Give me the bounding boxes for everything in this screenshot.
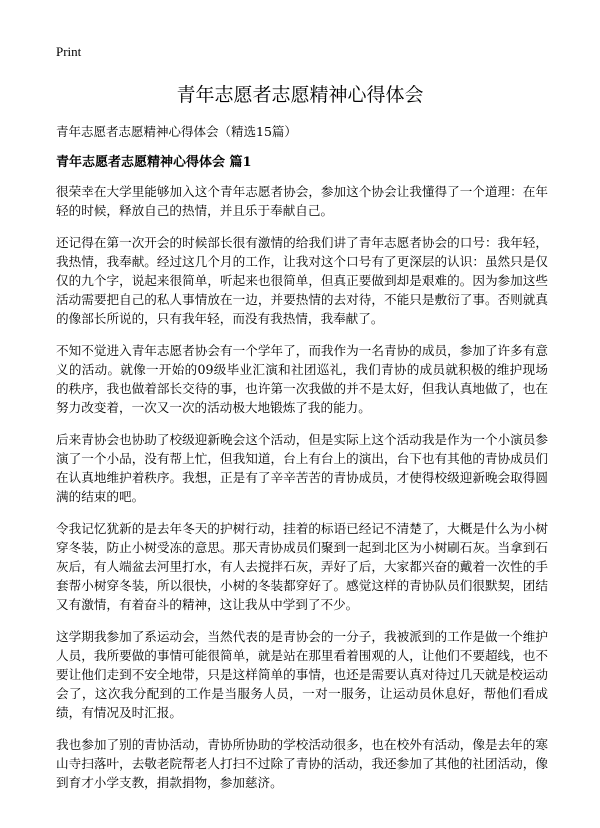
section-heading: 青年志愿者志愿精神心得体会 篇1 bbox=[56, 155, 252, 170]
paragraph-2: 还记得在第一次开会的时候部长很有激情的给我们讲了青年志愿者协会的口号：我年轻，我热情，我奉献。经过这几个月的工作，让我对这个口号有了更深层的认识：虽然只是仅仅的九个字，说起来很简单，听起来也很简单，但真正要做到却是艰难的。因为参加这些活动需要把自己的私人事情放在一边，并要热情的去对待，不能只是敷衍了事。否则就真的像部长所说的，只有我年轻，而没有我热情，我奉献了。 bbox=[56, 235, 548, 326]
paragraph-6: 这学期我参加了系运动会，当然代表的是青协会的一分子，我被派到的工作是做一个维护人员，我所要做的事情可能很简单，就是站在那里看着围观的人，让他们不要超线，也不要让他们走到不安全地带，只是这样简单的事情，也还是需要认真对待过几天就是校运动会了，这次我分配到的工作是当服务人员，一对一服务，让运动员休息好，帮他们看成绩，有情况及时汇报。 bbox=[56, 629, 548, 720]
article-body bbox=[56, 182, 548, 805]
paragraph-4: 后来青协会也协助了校级迎新晚会这个活动，但是实际上这个活动我是作为一个小演员参演了一个小品，没有帮上忙，但我知道，台上有台上的演出，台下也有其他的青协成员们在认真地维护着秩序。我想，正是有了辛辛苦苦的青协成员，才使得校级迎新晚会取得圆满的结束的吧。 bbox=[56, 432, 548, 504]
paragraph-1: 很荣幸在大学里能够加入这个青年志愿者协会，参加这个协会让我懂得了一个道理：在年轻的时候，释放自己的热情，并且乐于奉献自己。 bbox=[56, 184, 548, 218]
document-subtitle: 青年志愿者志愿精神心得体会（精选15篇） bbox=[56, 124, 297, 139]
paragraph-5: 令我记忆犹新的是去年冬天的护树行动，挂着的标语已经记不清楚了，大概是什么为小树穿冬装，防止小树受冻的意思。那天青协成员们聚到一起到北区为小树刷石灰。当拿到石灰后，有人端盆去河里打水，有人去搅拌石灰，弄好了后，大家都兴奋的戴着一次性的手套帮小树穿冬装，所以很快，小树的冬装都穿好了。感觉这样的青协队员们很默契，团结又有激情，有着奋斗的精神，这让我从中学到了不少。 bbox=[56, 521, 548, 612]
paragraph-3: 不知不觉进入青年志愿者协会有一个学年了，而我作为一名青协的成员，参加了许多有意义的活动。就像一开始的09级毕业汇演和社团巡礼，我们青协的成员就积极的维护现场的秩序，我也做着部长交待的事，也许第一次我做的并不是太好，但我认真地做了，也在努力改变着，一次又一次的活动极大地锻炼了我的能力。 bbox=[56, 343, 548, 415]
document-title: 青年志愿者志愿精神心得体会 bbox=[176, 84, 424, 106]
print-link[interactable]: Print bbox=[56, 44, 82, 59]
paragraph-7: 我也参加了别的青协活动，青协所协助的学校活动很多，也在校外有活动，像是去年的寒山寺扫落叶，去敬老院帮老人打扫不过除了青协的活动，我还参加了其他的社团活动，像到育才小学支教，捐款捐物，参加慈济。 bbox=[56, 737, 548, 790]
